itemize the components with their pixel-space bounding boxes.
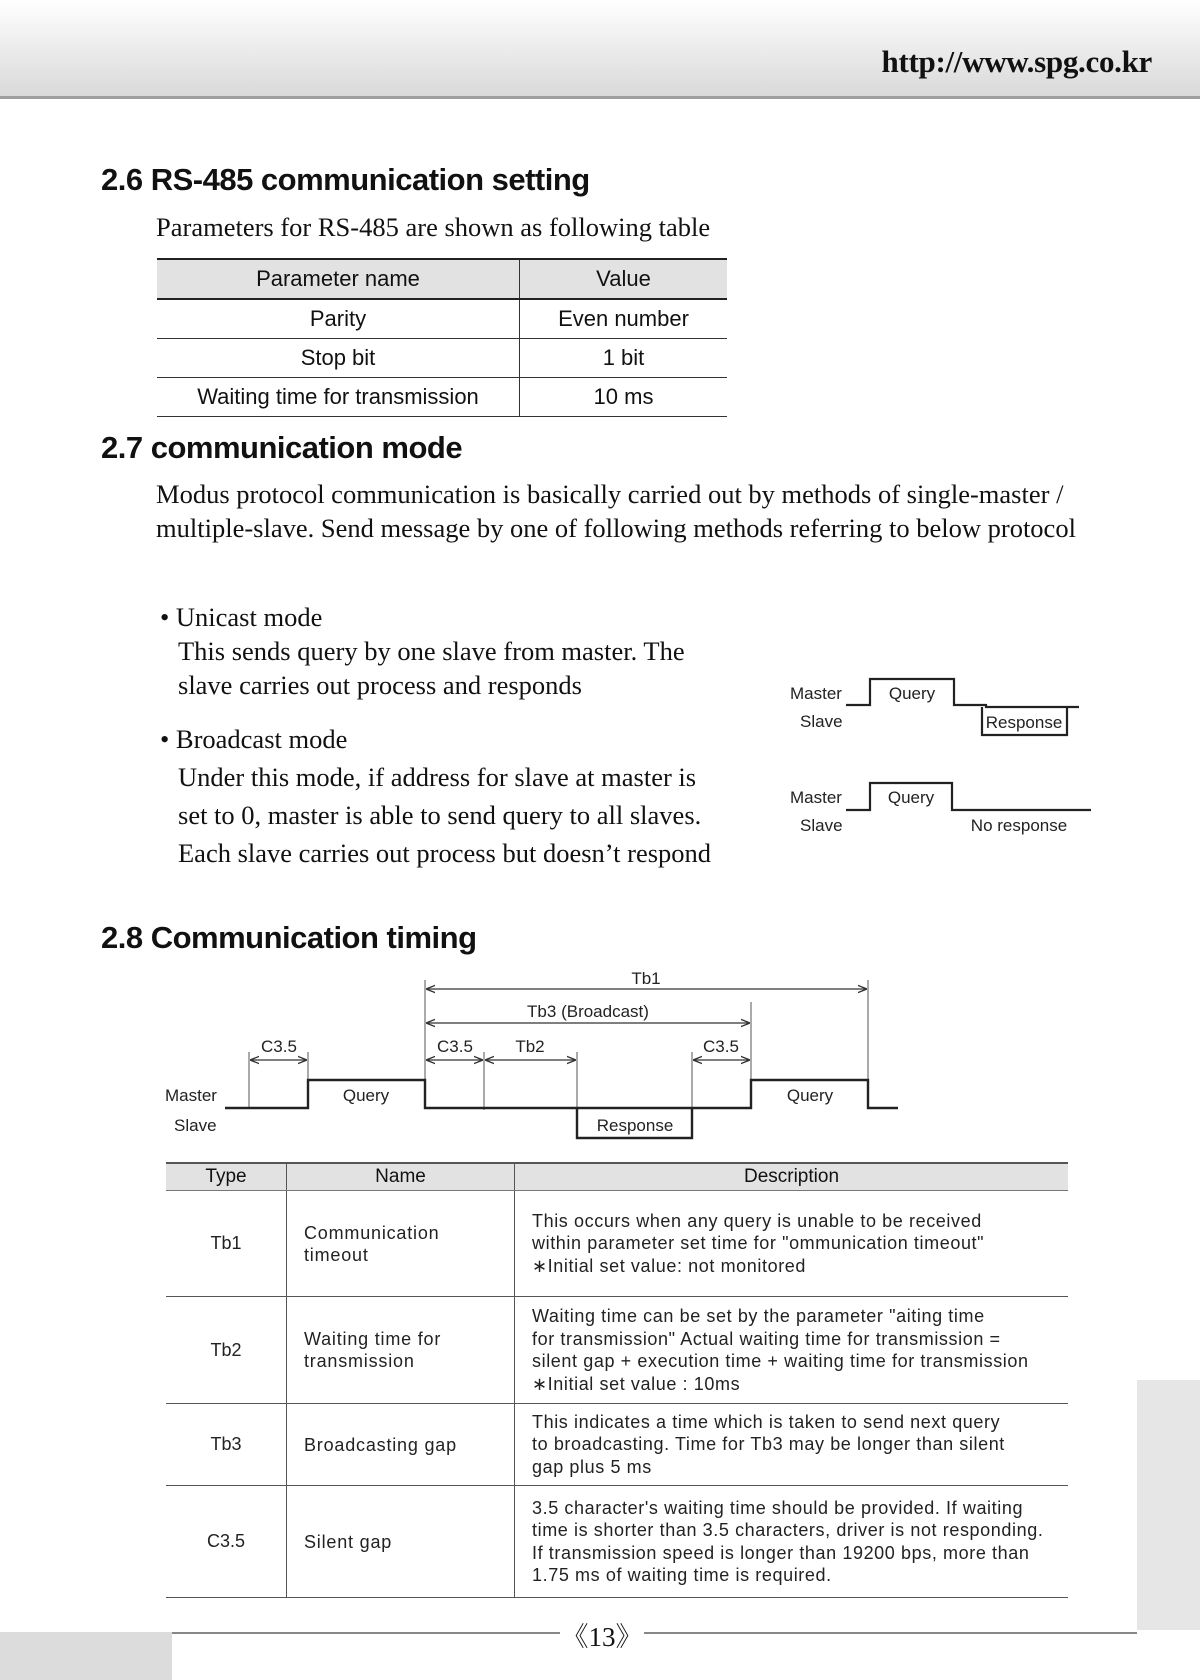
table-row (166, 1486, 1068, 1598)
name-line: transmission (304, 1351, 415, 1371)
column-header: Parameter name (157, 259, 520, 299)
broadcast-line-2: set to 0, master is able to send query to all slaves. (178, 800, 702, 830)
unicast-heading: • Unicast mode (160, 602, 323, 632)
slave-label: Slave (174, 1116, 217, 1135)
table-row (157, 299, 727, 339)
column-header: Type (166, 1163, 287, 1191)
broadcast-line-3: Each slave carries out process but doesn’t respond (178, 838, 712, 868)
name-line: Broadcasting gap (304, 1434, 457, 1455)
query-label-2: Query (786, 1086, 834, 1105)
table-row (157, 378, 727, 417)
description-line: time is shorter than 3.5 characters, driver is not responding. (532, 1520, 1044, 1540)
tb1-label: Tb1 (631, 969, 661, 988)
slave-label: Slave (800, 712, 843, 731)
response-label: Response (596, 1116, 674, 1135)
type-cell: Tb1 (166, 1191, 287, 1297)
table-row (166, 1297, 1068, 1404)
bottom-tab-decoration (0, 1632, 172, 1680)
broadcast-line-1: Under this mode, if address for slave at master is (178, 762, 697, 792)
description-line: to broadcasting. Time for Tb3 may be longer than silent (532, 1434, 1005, 1455)
master-label: Master (790, 684, 842, 703)
name-line: timeout (304, 1244, 369, 1265)
site-url: http://www.spg.co.kr (881, 44, 1152, 79)
description-line: gap plus 5 ms (532, 1456, 652, 1477)
description-line: ∗Initial set value : 10ms (532, 1373, 741, 1394)
table-cell: Waiting time for transmission (157, 378, 520, 417)
section-2-7-title: 2.7 communication mode (101, 430, 463, 465)
table-row (166, 1191, 1068, 1297)
unicast-heading-text: Unicast mode (175, 602, 323, 632)
master-signal-line (846, 679, 1079, 707)
master-label: Master (165, 1086, 217, 1105)
section-2-7-intro-line-2: multiple-slave. Send message by one of following methods referring to below protocol (156, 513, 1076, 543)
table-header-row (157, 259, 727, 299)
broadcast-heading-text: Broadcast mode (175, 724, 348, 754)
table-cell: 1 bit (520, 339, 728, 378)
unicast-line-2: slave carries out process and responds (178, 670, 582, 700)
section-2-6-intro: Parameters for RS-485 are shown as following table (156, 212, 711, 242)
name-line: Waiting time for (304, 1329, 442, 1349)
section-2-8-title: 2.8 Communication timing (101, 920, 477, 955)
description-line: ∗Initial set value: not monitored (532, 1255, 807, 1276)
column-header: Description (515, 1163, 1069, 1191)
broadcast-heading: • Broadcast mode (160, 724, 348, 754)
page-number: 《13》 (560, 1615, 644, 1654)
name-line: Communication (304, 1222, 440, 1243)
c35-label-2: C3.5 (437, 1037, 473, 1056)
c35-label-1: C3.5 (261, 1037, 297, 1056)
side-tab-decoration (1137, 1380, 1200, 1630)
communication-timing-diagram (150, 960, 910, 1145)
unicast-diagram (790, 679, 1079, 735)
tb2-label: Tb2 (515, 1037, 545, 1056)
description-line: Waiting time can be set by the parameter "aiting time (532, 1306, 985, 1326)
name-cell (287, 1404, 515, 1486)
description-cell (515, 1191, 1069, 1297)
description-line: This occurs when any query is unable to be received (532, 1210, 982, 1231)
name-cell (287, 1297, 515, 1404)
table-row (166, 1404, 1068, 1486)
name-cell (287, 1191, 515, 1297)
unicast-line-1: This sends query by one slave from master. The (178, 636, 685, 666)
section-2-7-intro-line-1: Modus protocol communication is basically carried out by methods of single-master / (156, 479, 1064, 509)
slave-label: Slave (800, 816, 843, 835)
communication-mode-diagram (780, 670, 1110, 850)
section-2-6-title: 2.6 RS-485 communication setting (101, 162, 590, 197)
column-header: Value (520, 259, 728, 299)
description-line: for transmission" Actual waiting time for transmission = (532, 1328, 1001, 1349)
query-box-label: Query (887, 788, 935, 807)
description-cell (515, 1297, 1069, 1404)
table-cell: Parity (157, 299, 520, 339)
type-cell: C3.5 (166, 1486, 287, 1598)
table-cell: Stop bit (157, 339, 520, 378)
name-line: Silent gap (304, 1531, 393, 1552)
no-response-label: No response (970, 816, 1068, 835)
description-line: within parameter set time for "ommunication timeout" (532, 1233, 985, 1254)
description-line: If transmission speed is longer than 19200 bps, more than (532, 1542, 1030, 1563)
master-label: Master (790, 788, 842, 807)
timing-parameter-table (166, 1162, 1068, 1598)
type-cell: Tb3 (166, 1404, 287, 1486)
table-header-row (166, 1163, 1068, 1191)
table-row (157, 339, 727, 378)
description-line: 3.5 character's waiting time should be provided. If waiting (532, 1497, 1024, 1518)
tb3-label: Tb3 (Broadcast) (527, 1002, 649, 1021)
description-line: This indicates a time which is taken to send next query (532, 1411, 1001, 1432)
footer-rule-left (172, 1632, 560, 1634)
description-cell (515, 1404, 1069, 1486)
footer-rule-right (644, 1632, 1137, 1634)
column-header: Name (287, 1163, 515, 1191)
query-box-label: Query (888, 684, 936, 703)
description-cell (515, 1486, 1069, 1598)
c35-label-3: C3.5 (703, 1037, 739, 1056)
table-cell: 10 ms (520, 378, 728, 417)
rs485-parameter-table (157, 258, 727, 417)
description-line: 1.75 ms of waiting time is required. (532, 1565, 832, 1585)
table-cell: Even number (520, 299, 728, 339)
query-label-1: Query (342, 1086, 390, 1105)
broadcast-diagram (790, 783, 1091, 835)
response-box-label: Response (985, 713, 1063, 732)
type-cell: Tb2 (166, 1297, 287, 1404)
timing-guide-lines (249, 980, 868, 1110)
description-line: silent gap + execution time + waiting time for transmission (532, 1351, 1029, 1371)
master-signal-line (846, 783, 1091, 810)
name-cell (287, 1486, 515, 1598)
